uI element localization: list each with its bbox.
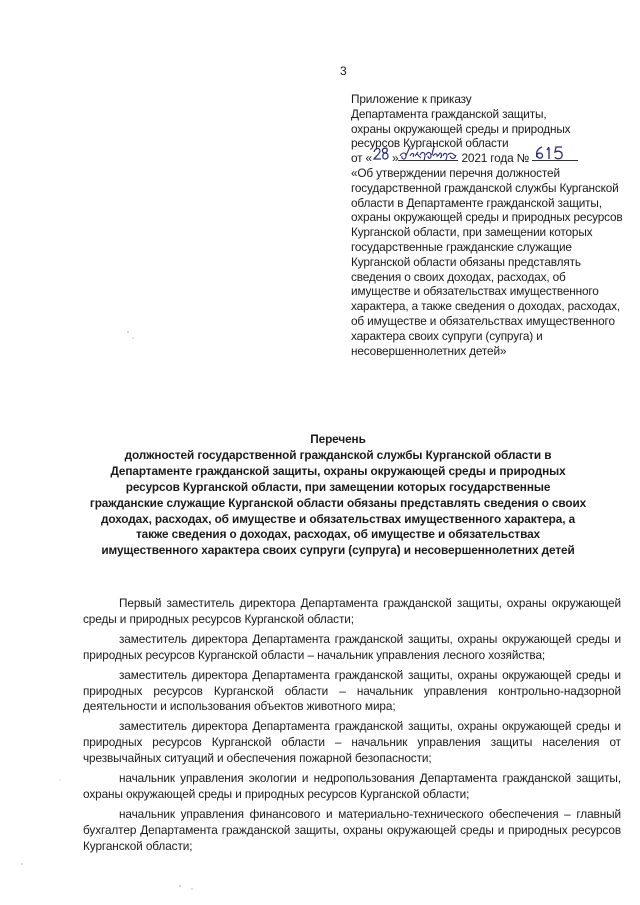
list-title [88, 432, 588, 559]
appendix-line: Приложение к приказу [351, 92, 472, 106]
date-prefix: от « [351, 151, 372, 166]
order-date-line [351, 151, 626, 166]
handwritten-day-strokes [372, 144, 392, 162]
date-mid: » [391, 151, 399, 166]
position-item: заместитель директора Департамента гражданской защиты, охраны окружающей среды и природных ресурсов Курганской области – начальник управления лесного хозяйства; [83, 631, 621, 662]
position-item: Первый заместитель директора Департамента гражданской защиты, охраны окружающей среды и природных ресурсов Курганской области; [83, 596, 621, 626]
appendix-line: ресурсов Курганской области [351, 136, 509, 151]
list-subtitle: должностей государственной гражданской службы Курганской области в Департаменте гражданской защиты, охраны окружающей среды и природных ресурсов Курганской области, при замещении которых государственные гражданские служащие Курганской области обязаны представлять сведения о своих доходах, расходах, об имуществе и обязательствах имущественного характера, а также сведения о доходах, расходах, об имуществе и обязательствах имущественного характера своих супруги (супруга) и несовершеннолетних детей [89, 447, 587, 558]
month-underline [398, 160, 458, 161]
year-text: 2021 года № [461, 151, 530, 166]
appendix-line: Департамента гражданской защиты, [351, 106, 547, 121]
order-reference: «Об утверждении перечня должностей государственной гражданской службы Курганской области в Департаменте гражданской защиты, охраны окружающей среды и природных ресурсов Курганской области, при замещении которых государственные гражданские служащие Курганской области обязаны представлять сведения о своих доходах, расходах, об имуществе и обязательствах имущественного характера, а также сведения о доходах, расходах, об имуществе и обязательствах имущественного характера своих супруги (супруга) и несовершеннолетних детей» [351, 165, 623, 358]
list-heading: Перечень [310, 432, 366, 446]
order-number-underline [532, 160, 578, 161]
page-number: 3 [340, 64, 347, 78]
positions-list [83, 596, 621, 859]
appendix-line: охраны окружающей среды и природных [351, 121, 571, 136]
position-item: заместитель директора Департамента гражданской защиты, охраны окружающей среды и природных ресурсов Курганской области – начальник управления защиты населения от чрезвычайных ситуаций и обеспечения пожарной безопасности; [83, 719, 621, 766]
position-item: начальник управления экологии и недропользования Департамента гражданской защиты, охраны окружающей среды и природных ресурсов Курганской области; [83, 771, 621, 801]
position-item: начальник управления финансового и материально-технического обеспечения – главный бухгалтер Департамента гражданской защиты, охраны окружающей среды и природных ресурсов Курганской области; [83, 806, 621, 853]
appendix-header [351, 92, 626, 358]
position-item: заместитель директора Департамента гражданской защиты, охраны окружающей среды и природных ресурсов Курганской области – начальник управления контрольно-надзорной деятельности и использования объектов животного мира; [83, 667, 621, 714]
